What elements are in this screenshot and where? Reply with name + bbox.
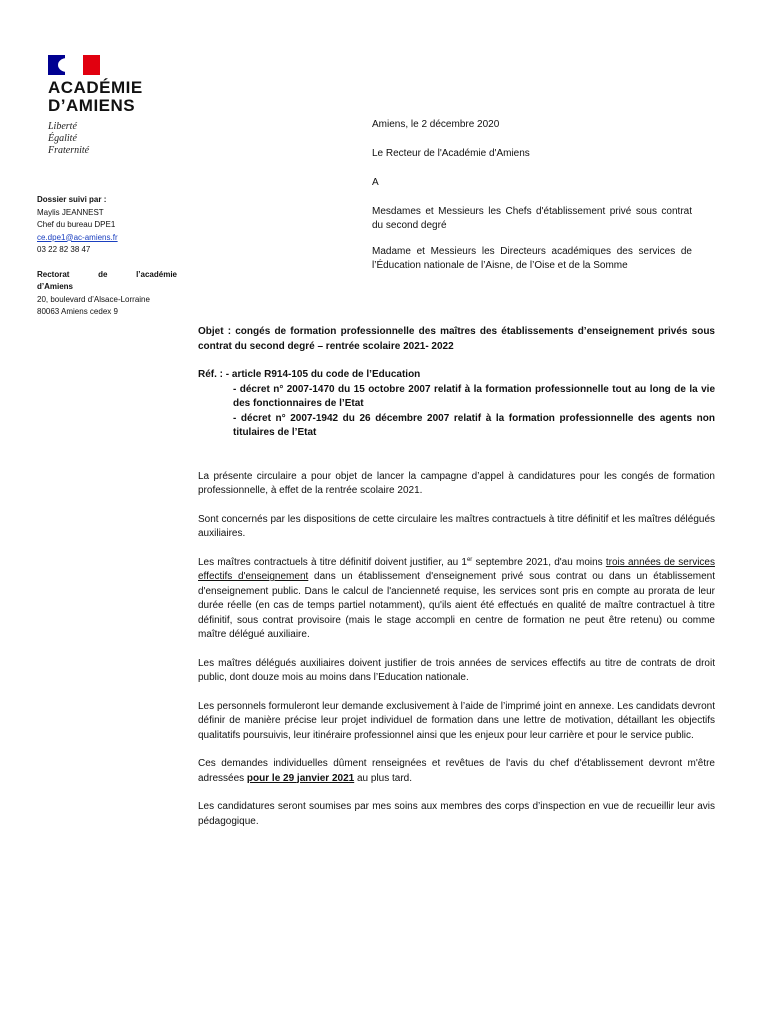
p6-deadline: pour le 29 janvier 2021 xyxy=(246,772,355,784)
p3-superscript: er xyxy=(466,556,473,563)
letter-to: A xyxy=(372,177,379,188)
paragraph-6 xyxy=(198,757,715,786)
rectorat-line xyxy=(37,269,177,282)
contact-phone: 03 22 82 38 47 xyxy=(37,245,91,254)
academy-logo xyxy=(48,55,188,157)
references xyxy=(198,368,715,441)
org-line-2: D’AMIENS xyxy=(48,96,136,115)
address-line-2: 80063 Amiens cedex 9 xyxy=(37,307,118,316)
p6-part-b: au plus tard. xyxy=(354,772,413,784)
paragraph-7: Les candidatures seront soumises par mes soins aux membres des corps d’inspection en vue de recueillir leur avis pédagogique. xyxy=(198,801,715,827)
rectorat-line-2: d’Amiens xyxy=(37,282,74,291)
motto xyxy=(48,121,188,157)
motto-egalite: Égalité xyxy=(48,133,77,144)
p3-underlined: trois années de services effectifs d'enseignement xyxy=(198,556,715,582)
letter-sender: Le Recteur de l'Académie d'Amiens xyxy=(372,148,530,159)
paragraph-3 xyxy=(198,556,715,643)
organization-name xyxy=(48,79,188,115)
dossier-label: Dossier suivi par : xyxy=(37,195,107,204)
paragraph-2: Sont concernés par les dispositions de cette circulaire les maîtres contractuels à titre définitif et les maîtres délégués auxiliaires. xyxy=(198,513,715,539)
p6-part-a: Ces demandes individuelles dûment renseignées et revêtues de l'avis du chef d'établissement devront m'être adressées xyxy=(198,758,715,784)
paragraph-5: Les personnels formuleront leur demande exclusivement à l’aide de l’imprimé joint en annexe. Les candidats devront définir de manière précise leur projet individuel de formation dans une lettre de motivation, détaillant les objectifs qualitatifs poursuivis, leur itinéraire professionnel ainsi que les enjeux pour leur carrière et pour le service public. xyxy=(198,700,715,741)
contact-email-link[interactable]: ce.dpe1@ac-amiens.fr xyxy=(37,232,118,242)
reference-2: - décret n° 2007-1470 du 15 octobre 2007 relatif à la formation professionnelle tout au long de la vie des fonctionnaires de l’Etat xyxy=(233,383,715,409)
recipient-directeurs: Madame et Messieurs les Directeurs académiques des services de l’Éducation nationale de l’Aisne, de l’Oise et de la Somme xyxy=(372,246,692,271)
address-line-1: 20, boulevard d’Alsace-Lorraine xyxy=(37,294,150,304)
p3-part-b: septembre 2021, d'au moins xyxy=(472,556,606,568)
motto-liberte: Liberté xyxy=(48,121,77,132)
paragraph-4: Les maîtres délégués auxiliaires doivent justifier de trois années de services effectifs au titre de contrats de droit public, dont douze mois au moins dans l’Education nationale. xyxy=(198,657,715,683)
rectorat-word-3: l’académie xyxy=(136,269,177,279)
rectorat-word-1: Rectorat xyxy=(37,269,70,279)
motto-fraternite: Fraternité xyxy=(48,145,90,156)
recipient-chefs: Mesdames et Messieurs les Chefs d'établissement privé sous contrat du second degré xyxy=(372,206,692,231)
org-line-1: ACADÉMIE xyxy=(48,78,143,97)
letter-date: Amiens, le 2 décembre 2020 xyxy=(372,119,500,130)
letter-subject: Objet : congés de formation professionnelle des maîtres des établissements d’enseignement privés sous contrat du second degré – rentrée scolaire 2021- 2022 xyxy=(198,326,715,352)
contact-role: Chef du bureau DPE1 xyxy=(37,220,116,229)
letter-body xyxy=(198,325,715,829)
letter-header xyxy=(372,118,692,273)
rectorat-word-2: de xyxy=(98,269,108,279)
sidebar-contact xyxy=(37,194,177,319)
reference-1: Réf. : - article R914-105 du code de l’Education xyxy=(198,369,421,380)
reference-3: - décret n° 2007-1942 du 26 décembre 2007 relatif à la formation professionnelle des agents non titulaires de l’Etat xyxy=(233,412,715,438)
paragraph-1: La présente circulaire a pour objet de lancer la campagne d’appel à candidatures pour les congés de formation professionnelle, à effet de la rentrée scolaire 2021. xyxy=(198,470,715,496)
contact-name: Maylis JEANNEST xyxy=(37,207,104,217)
p3-part-a: Les maîtres contractuels à titre définitif doivent justifier, au 1 xyxy=(198,556,467,568)
marianne-flag-icon xyxy=(48,55,100,75)
p3-part-c: dans un établissement d'enseignement privé sous contrat ou dans un établissement d'enseignement public. Dans le calcul de l'ancienneté requise, les services sont pris en compte au prorata de leur durée réelle (en cas de temps partiel notamment), qu'ils aient été effectués en qualité de maître contractuel à titre définitif, sous contrat provisoire (mais le stage accompli en centre de formation ne peut être retenu) ou comme maître délégué auxiliaire. xyxy=(198,571,715,640)
